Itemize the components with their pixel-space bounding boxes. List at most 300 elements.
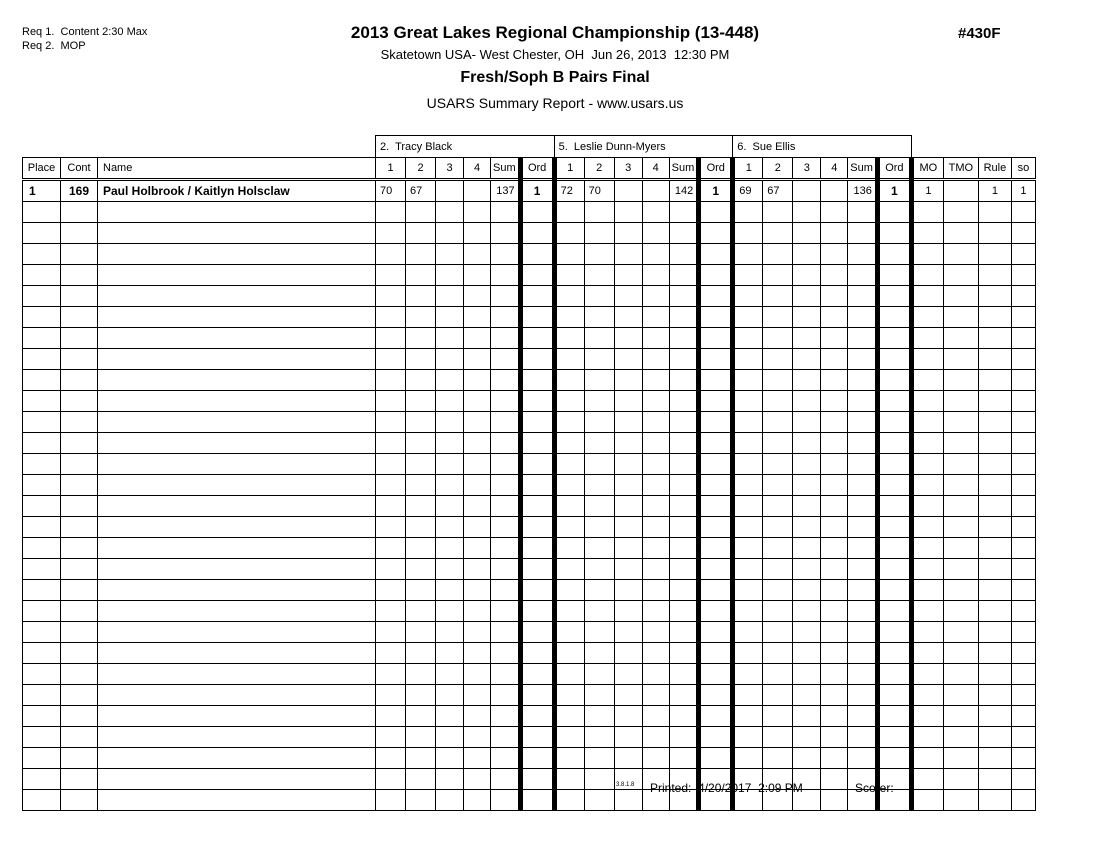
cell-judge3-s2 — [763, 622, 793, 643]
cell-judge1-s3 — [436, 643, 464, 664]
cell-judge3-s1 — [733, 265, 763, 286]
cell-judge1-s3 — [436, 517, 464, 538]
cell-judge2-ord — [699, 580, 733, 601]
cell-place — [23, 748, 61, 769]
cell-judge3-sum — [848, 622, 878, 643]
cell-judge3-s1 — [733, 475, 763, 496]
cell-so — [1011, 643, 1035, 664]
cell-rule — [978, 349, 1011, 370]
cell-mo — [911, 622, 943, 643]
cell-judge2-ord — [699, 643, 733, 664]
cell-judge1-s4 — [464, 559, 491, 580]
cell-judge2-ord — [699, 307, 733, 328]
cell-rule — [978, 538, 1011, 559]
cell-judge1-s1 — [376, 538, 406, 559]
cell-rule — [978, 706, 1011, 727]
venue-datetime: Skatetown USA- West Chester, OH Jun 26, 2013 12:30 PM — [380, 47, 730, 62]
cell-judge1-sum — [491, 517, 521, 538]
cell-judge1-sum — [491, 202, 521, 223]
cell-judge2-s1 — [554, 412, 584, 433]
cell-cont — [61, 559, 98, 580]
cell-judge1-s2 — [406, 244, 436, 265]
cell-judge2-s2 — [584, 433, 614, 454]
cell-judge2-s2 — [584, 559, 614, 580]
cell-place — [23, 559, 61, 580]
cell-judge1-s1 — [376, 307, 406, 328]
cell-judge2-s4 — [642, 307, 669, 328]
cell-judge3-ord — [877, 433, 911, 454]
empty-row — [23, 538, 1036, 559]
cell-judge3-s1 — [733, 727, 763, 748]
cell-judge3-ord — [877, 475, 911, 496]
cell-judge3-s3 — [793, 664, 821, 685]
cell-so — [1011, 223, 1035, 244]
cell-place — [23, 475, 61, 496]
cell-judge3-ord — [877, 706, 911, 727]
cell-judge1-sum — [491, 307, 521, 328]
cell-judge2-ord — [699, 475, 733, 496]
cell-rule — [978, 559, 1011, 580]
cell-judge1-s2 — [406, 664, 436, 685]
cell-judge3-ord — [877, 265, 911, 286]
header-judge1-1: 1 — [376, 158, 406, 180]
cell-so — [1011, 517, 1035, 538]
cell-judge1-sum — [491, 664, 521, 685]
cell-place — [23, 433, 61, 454]
cell-judge1-s4 — [464, 202, 491, 223]
cell-judge2-s3 — [614, 202, 642, 223]
cell-rule — [978, 454, 1011, 475]
cell-rule — [978, 790, 1011, 811]
cell-judge2-s3 — [614, 790, 642, 811]
cell-judge3-s1 — [733, 454, 763, 475]
cell-rule: 1 — [978, 180, 1011, 202]
cell-mo — [911, 328, 943, 349]
cell-cont — [61, 370, 98, 391]
header-judge2-4: 4 — [642, 158, 669, 180]
cell-tmo — [943, 223, 978, 244]
cell-judge2-s2 — [584, 748, 614, 769]
cell-judge1-s1 — [376, 559, 406, 580]
cell-judge1-ord — [520, 454, 554, 475]
cell-judge1-s2 — [406, 496, 436, 517]
cell-judge2-sum — [669, 580, 699, 601]
cell-judge1-s2 — [406, 517, 436, 538]
cell-judge3-s1 — [733, 622, 763, 643]
cell-rule — [978, 517, 1011, 538]
cell-judge1-sum — [491, 559, 521, 580]
cell-judge1-sum — [491, 601, 521, 622]
empty-row — [23, 727, 1036, 748]
cell-name — [98, 769, 376, 790]
cell-judge2-ord — [699, 349, 733, 370]
cell-judge2-ord — [699, 370, 733, 391]
cell-judge2-s1 — [554, 328, 584, 349]
cell-judge1-s3 — [436, 391, 464, 412]
cell-judge3-s3 — [793, 454, 821, 475]
cell-judge2-ord: 1 — [699, 180, 733, 202]
cell-so: 1 — [1011, 180, 1035, 202]
cell-judge2-s4 — [642, 412, 669, 433]
cell-tmo — [943, 664, 978, 685]
cell-place — [23, 244, 61, 265]
cell-judge1-ord — [520, 433, 554, 454]
cell-judge2-sum — [669, 307, 699, 328]
cell-judge2-s1 — [554, 769, 584, 790]
header-judge1-3: 3 — [436, 158, 464, 180]
cell-judge3-s1 — [733, 412, 763, 433]
cell-mo — [911, 769, 943, 790]
scorer-label: Scorer: — [855, 781, 894, 795]
cell-judge1-s3 — [436, 475, 464, 496]
cell-mo — [911, 391, 943, 412]
cell-mo — [911, 349, 943, 370]
empty-row — [23, 580, 1036, 601]
cell-judge1-ord — [520, 328, 554, 349]
cell-so — [1011, 685, 1035, 706]
cell-name — [98, 517, 376, 538]
cell-judge3-s2 — [763, 517, 793, 538]
cell-place — [23, 202, 61, 223]
judge-name-label: 2. Tracy Black — [376, 136, 555, 158]
cell-judge1-ord — [520, 265, 554, 286]
cell-rule — [978, 370, 1011, 391]
cell-judge1-s3 — [436, 727, 464, 748]
cell-cont — [61, 286, 98, 307]
cell-judge2-s3 — [614, 244, 642, 265]
cell-judge1-s4 — [464, 433, 491, 454]
cell-judge3-ord — [877, 391, 911, 412]
cell-judge3-ord — [877, 370, 911, 391]
cell-judge2-s2 — [584, 790, 614, 811]
cell-mo — [911, 559, 943, 580]
cell-name — [98, 349, 376, 370]
cell-judge3-ord — [877, 643, 911, 664]
cell-judge2-sum — [669, 349, 699, 370]
cell-judge2-sum — [669, 412, 699, 433]
cell-cont — [61, 244, 98, 265]
cell-judge1-s1 — [376, 580, 406, 601]
cell-place — [23, 370, 61, 391]
cell-judge3-s4 — [821, 223, 848, 244]
cell-cont — [61, 601, 98, 622]
cell-judge3-s2 — [763, 265, 793, 286]
cell-judge3-s3 — [793, 265, 821, 286]
cell-judge3-s4 — [821, 202, 848, 223]
cell-judge2-s3 — [614, 370, 642, 391]
cell-judge1-sum — [491, 244, 521, 265]
cell-judge1-s2 — [406, 454, 436, 475]
cell-judge3-s1 — [733, 706, 763, 727]
cell-judge3-sum — [848, 538, 878, 559]
cell-judge3-s3 — [793, 538, 821, 559]
cell-judge3-s2 — [763, 748, 793, 769]
cell-judge3-s2 — [763, 223, 793, 244]
cell-judge1-s1 — [376, 601, 406, 622]
cell-judge3-s2 — [763, 580, 793, 601]
cell-judge3-s4 — [821, 244, 848, 265]
cell-judge1-sum — [491, 643, 521, 664]
cell-judge3-s4 — [821, 601, 848, 622]
cell-judge2-s2 — [584, 454, 614, 475]
cell-rule — [978, 664, 1011, 685]
cell-judge2-ord — [699, 202, 733, 223]
cell-judge1-ord — [520, 790, 554, 811]
cell-rule — [978, 328, 1011, 349]
cell-rule — [978, 685, 1011, 706]
cell-name — [98, 475, 376, 496]
cell-place — [23, 685, 61, 706]
cell-judge1-s1 — [376, 265, 406, 286]
cell-judge3-ord — [877, 727, 911, 748]
cell-judge3-s4 — [821, 265, 848, 286]
cell-judge1-s2 — [406, 643, 436, 664]
cell-mo — [911, 370, 943, 391]
cell-place — [23, 643, 61, 664]
cell-cont — [61, 538, 98, 559]
cell-judge3-ord: 1 — [877, 180, 911, 202]
cell-judge1-s4 — [464, 349, 491, 370]
cell-place — [23, 622, 61, 643]
cell-judge1-s1 — [376, 475, 406, 496]
cell-judge2-ord — [699, 706, 733, 727]
cell-rule — [978, 412, 1011, 433]
cell-mo — [911, 790, 943, 811]
cell-so — [1011, 664, 1035, 685]
cell-name — [98, 685, 376, 706]
requirement-line-1: Req 1. Content 2:30 Max — [22, 26, 148, 38]
cell-judge2-s4 — [642, 517, 669, 538]
cell-judge3-s3 — [793, 643, 821, 664]
cell-tmo — [943, 580, 978, 601]
cell-judge2-s4 — [642, 748, 669, 769]
cell-judge1-s2 — [406, 748, 436, 769]
cell-name — [98, 790, 376, 811]
cell-judge3-s3 — [793, 433, 821, 454]
judge-band-spacer-left — [23, 136, 376, 158]
cell-judge1-s1 — [376, 433, 406, 454]
cell-judge3-s3 — [793, 475, 821, 496]
empty-row — [23, 370, 1036, 391]
cell-name — [98, 202, 376, 223]
cell-judge2-sum — [669, 223, 699, 244]
cell-judge1-ord: 1 — [520, 180, 554, 202]
cell-judge2-s1 — [554, 601, 584, 622]
cell-judge3-s3 — [793, 328, 821, 349]
cell-judge2-s1 — [554, 454, 584, 475]
cell-judge3-s4 — [821, 790, 848, 811]
cell-cont — [61, 454, 98, 475]
cell-judge2-s2 — [584, 685, 614, 706]
cell-judge1-s4 — [464, 580, 491, 601]
cell-judge3-ord — [877, 622, 911, 643]
cell-judge2-s3 — [614, 286, 642, 307]
cell-judge3-sum — [848, 328, 878, 349]
cell-judge2-s1 — [554, 706, 584, 727]
cell-judge2-s3 — [614, 349, 642, 370]
cell-judge2-ord — [699, 223, 733, 244]
cell-judge3-s2: 67 — [763, 180, 793, 202]
cell-judge2-s3 — [614, 622, 642, 643]
cell-judge2-s2 — [584, 496, 614, 517]
cell-rule — [978, 202, 1011, 223]
cell-judge3-s2 — [763, 286, 793, 307]
cell-name — [98, 706, 376, 727]
cell-judge3-s4 — [821, 727, 848, 748]
cell-judge2-ord — [699, 433, 733, 454]
cell-rule — [978, 307, 1011, 328]
cell-judge2-s3 — [614, 643, 642, 664]
cell-judge2-s2 — [584, 601, 614, 622]
empty-row — [23, 559, 1036, 580]
cell-judge3-s4 — [821, 454, 848, 475]
cell-judge3-s2 — [763, 202, 793, 223]
cell-judge3-s2 — [763, 601, 793, 622]
cell-judge2-s4 — [642, 685, 669, 706]
cell-judge1-s4 — [464, 622, 491, 643]
cell-judge2-s3 — [614, 559, 642, 580]
cell-judge2-ord — [699, 286, 733, 307]
cell-judge3-s4 — [821, 622, 848, 643]
empty-row — [23, 664, 1036, 685]
cell-mo — [911, 727, 943, 748]
cell-judge1-ord — [520, 517, 554, 538]
cell-place — [23, 769, 61, 790]
cell-rule — [978, 391, 1011, 412]
cell-judge1-s1 — [376, 790, 406, 811]
cell-judge2-s2 — [584, 706, 614, 727]
cell-tmo — [943, 349, 978, 370]
cell-judge2-sum — [669, 664, 699, 685]
cell-judge1-ord — [520, 391, 554, 412]
cell-judge3-sum — [848, 727, 878, 748]
cell-name — [98, 496, 376, 517]
cell-judge3-s3 — [793, 580, 821, 601]
cell-judge1-s2 — [406, 412, 436, 433]
cell-judge1-s2 — [406, 769, 436, 790]
cell-so — [1011, 559, 1035, 580]
cell-judge1-s3 — [436, 244, 464, 265]
cell-rule — [978, 475, 1011, 496]
cell-cont — [61, 622, 98, 643]
cell-judge2-s1 — [554, 559, 584, 580]
header-name: Name — [98, 158, 376, 180]
cell-rule — [978, 223, 1011, 244]
cell-judge3-sum — [848, 580, 878, 601]
cell-judge1-s4 — [464, 454, 491, 475]
cell-judge2-s2 — [584, 370, 614, 391]
cell-judge2-s4 — [642, 727, 669, 748]
cell-judge2-s4 — [642, 496, 669, 517]
cell-judge1-ord — [520, 349, 554, 370]
cell-tmo — [943, 412, 978, 433]
cell-judge3-sum — [848, 685, 878, 706]
cell-so — [1011, 391, 1035, 412]
header-judge1-sum: Sum — [491, 158, 521, 180]
cell-judge2-s2 — [584, 769, 614, 790]
cell-mo — [911, 643, 943, 664]
cell-judge1-ord — [520, 244, 554, 265]
header-judge2-3: 3 — [614, 158, 642, 180]
cell-judge2-sum — [669, 286, 699, 307]
cell-judge3-s4 — [821, 391, 848, 412]
cell-judge2-s1 — [554, 433, 584, 454]
cell-judge3-sum — [848, 286, 878, 307]
cell-judge2-s3 — [614, 517, 642, 538]
cell-judge2-s4 — [642, 664, 669, 685]
cell-judge1-ord — [520, 685, 554, 706]
cell-tmo — [943, 559, 978, 580]
cell-judge3-s2 — [763, 727, 793, 748]
cell-judge3-sum — [848, 559, 878, 580]
cell-judge1-s1 — [376, 370, 406, 391]
cell-name — [98, 223, 376, 244]
cell-judge1-s4 — [464, 286, 491, 307]
cell-judge3-s2 — [763, 307, 793, 328]
cell-name — [98, 580, 376, 601]
cell-judge1-ord — [520, 580, 554, 601]
cell-rule — [978, 748, 1011, 769]
cell-cont — [61, 727, 98, 748]
header-judge2-sum: Sum — [669, 158, 699, 180]
cell-judge2-sum — [669, 475, 699, 496]
table-body — [23, 180, 1036, 811]
cell-judge2-s4 — [642, 706, 669, 727]
cell-tmo — [943, 202, 978, 223]
cell-name — [98, 664, 376, 685]
cell-judge3-s2 — [763, 433, 793, 454]
cell-so — [1011, 286, 1035, 307]
cell-judge1-ord — [520, 622, 554, 643]
cell-mo — [911, 223, 943, 244]
cell-cont — [61, 475, 98, 496]
cell-judge3-s1 — [733, 286, 763, 307]
cell-judge3-sum — [848, 706, 878, 727]
cell-judge2-s3 — [614, 601, 642, 622]
cell-cont — [61, 496, 98, 517]
cell-judge2-s4 — [642, 433, 669, 454]
cell-judge1-s1 — [376, 223, 406, 244]
cell-judge2-s3 — [614, 265, 642, 286]
software-version: 3.8.1.8 — [616, 782, 635, 788]
cell-judge2-s3 — [614, 454, 642, 475]
cell-mo — [911, 748, 943, 769]
cell-judge1-s4 — [464, 307, 491, 328]
cell-rule — [978, 265, 1011, 286]
cell-judge2-ord — [699, 538, 733, 559]
cell-so — [1011, 580, 1035, 601]
cell-judge2-s1 — [554, 391, 584, 412]
cell-judge1-s1 — [376, 244, 406, 265]
header-judge3-2: 2 — [763, 158, 793, 180]
cell-judge3-s4 — [821, 286, 848, 307]
cell-judge3-sum — [848, 433, 878, 454]
cell-rule — [978, 433, 1011, 454]
cell-judge3-sum — [848, 370, 878, 391]
empty-row — [23, 622, 1036, 643]
championship-title: 2013 Great Lakes Regional Championship (13-448) — [350, 23, 760, 42]
cell-judge3-s3 — [793, 349, 821, 370]
cell-judge3-s3 — [793, 391, 821, 412]
cell-name: Paul Holbrook / Kaitlyn Holsclaw — [98, 180, 376, 202]
cell-judge3-ord — [877, 685, 911, 706]
cell-judge3-ord — [877, 412, 911, 433]
cell-judge2-ord — [699, 391, 733, 412]
cell-mo — [911, 244, 943, 265]
cell-tmo — [943, 475, 978, 496]
cell-judge2-s4 — [642, 559, 669, 580]
cell-judge3-s4 — [821, 328, 848, 349]
